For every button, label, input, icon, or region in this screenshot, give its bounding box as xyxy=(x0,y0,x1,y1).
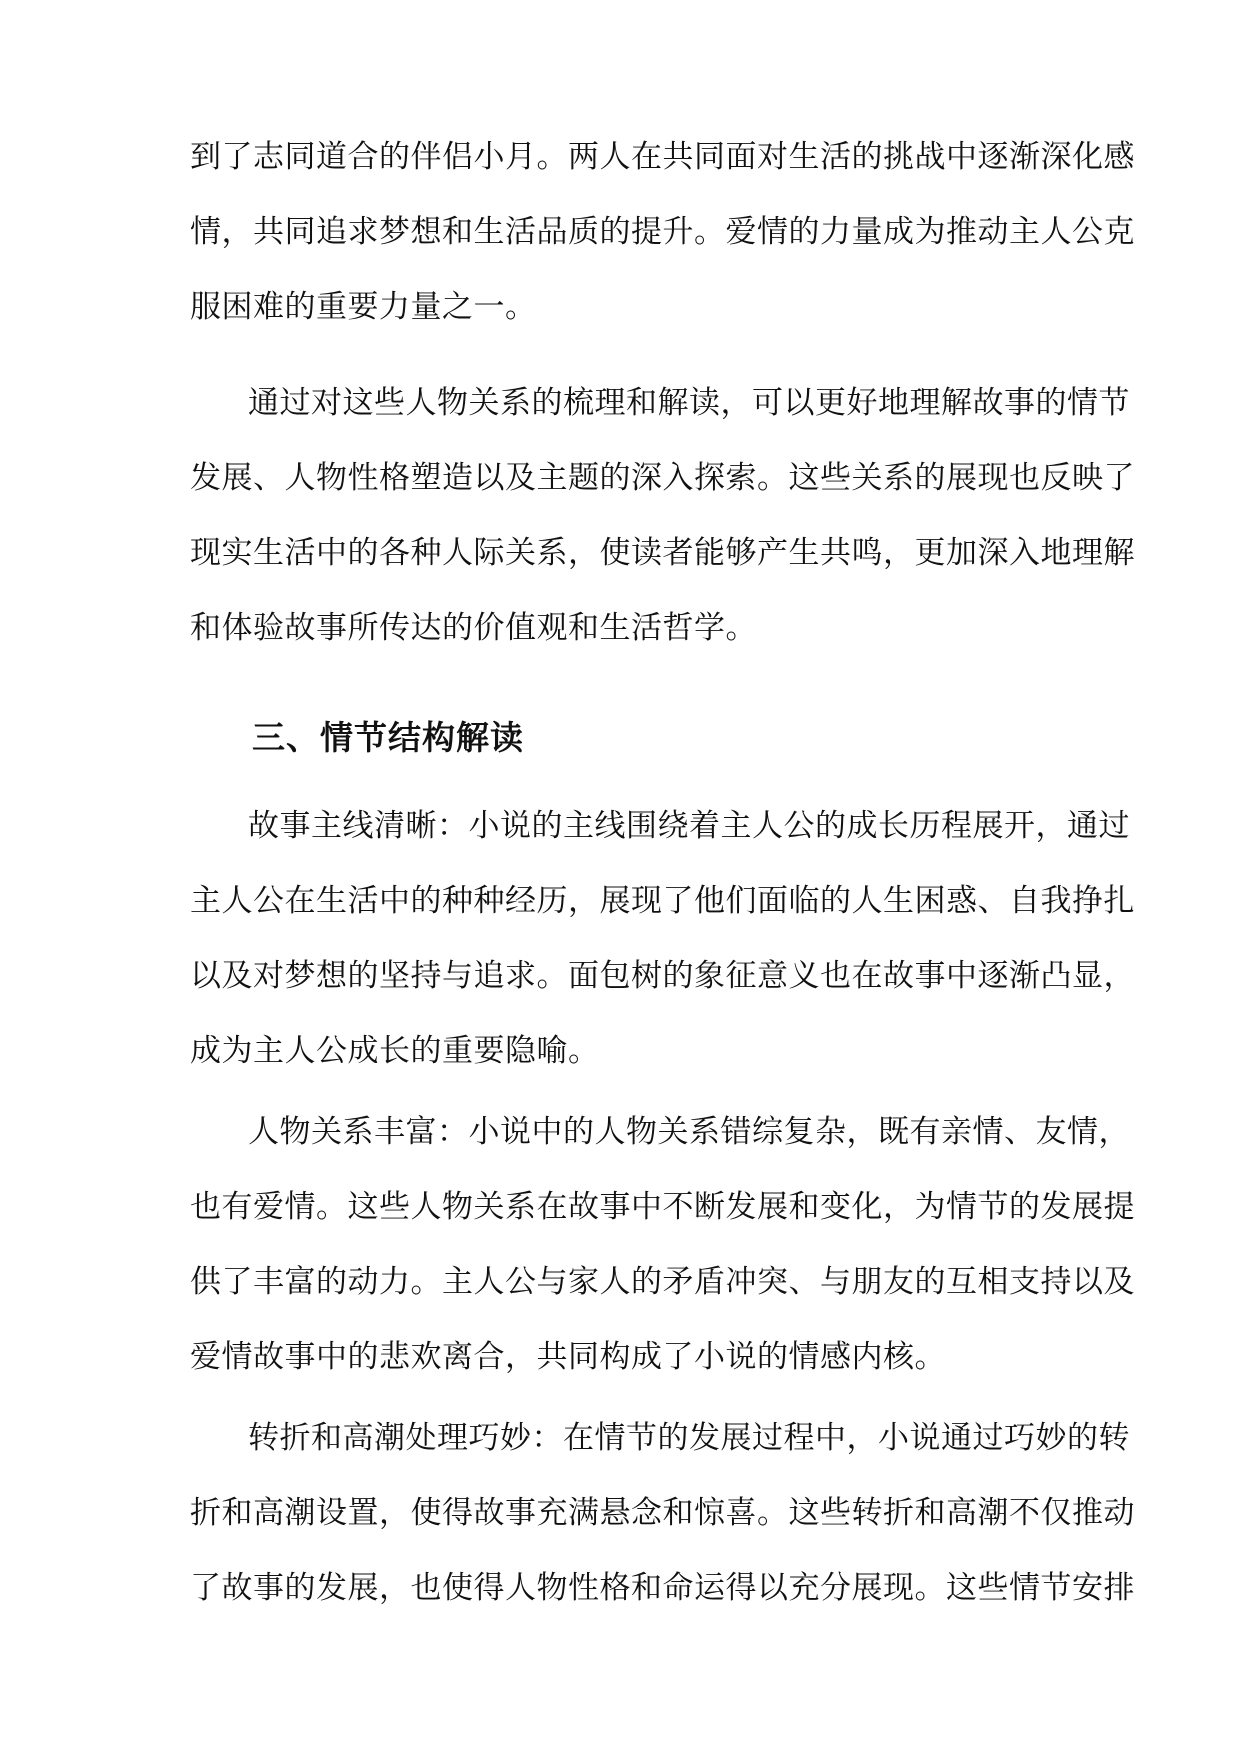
text-line: 供了丰富的动力。主人公与家人的矛盾冲突、与朋友的互相支持以及 xyxy=(190,1264,1135,1300)
text-line: 人物关系丰富：小说中的人物关系错综复杂，既有亲情、友情， xyxy=(248,1114,1130,1150)
text-line: 故事主线清晰：小说的主线围绕着主人公的成长历程展开，通过 xyxy=(248,808,1130,844)
text-line: 服困难的重要力量之一。 xyxy=(190,289,537,325)
text-line: 以及对梦想的坚持与追求。面包树的象征意义也在故事中逐渐凸显， xyxy=(190,958,1135,994)
text-line: 也有爱情。这些人物关系在故事中不断发展和变化，为情节的发展提 xyxy=(190,1189,1135,1225)
paragraph-twists-climax xyxy=(190,1401,1135,1626)
paragraph-relationship-summary xyxy=(190,366,1135,666)
text-line: 现实生活中的各种人际关系，使读者能够产生共鸣，更加深入地理解 xyxy=(190,535,1135,571)
text-line: 主人公在生活中的种种经历，展现了他们面临的人生困惑、自我挣扎 xyxy=(190,883,1135,919)
text-line: 成为主人公成长的重要隐喻。 xyxy=(190,1033,600,1069)
text-line: 通过对这些人物关系的梳理和解读，可以更好地理解故事的情节 xyxy=(248,385,1130,421)
paragraph-main-storyline xyxy=(190,789,1135,1089)
text-line: 情，共同追求梦想和生活品质的提升。爱情的力量成为推动主人公克 xyxy=(190,214,1135,250)
text-line: 到了志同道合的伴侣小月。两人在共同面对生活的挑战中逐渐深化感 xyxy=(190,139,1135,175)
paragraph-character-relations xyxy=(190,1095,1135,1395)
text-line: 折和高潮设置，使得故事充满悬念和惊喜。这些转折和高潮不仅推动 xyxy=(190,1495,1135,1531)
section-heading: 三、情节结构解读 xyxy=(252,718,524,757)
text-line: 和体验故事所传达的价值观和生活哲学。 xyxy=(190,610,757,646)
paragraph-love-relationship xyxy=(190,120,1135,345)
text-line: 转折和高潮处理巧妙：在情节的发展过程中，小说通过巧妙的转 xyxy=(248,1420,1130,1456)
text-line: 发展、人物性格塑造以及主题的深入探索。这些关系的展现也反映了 xyxy=(190,460,1135,496)
text-line: 了故事的发展，也使得人物性格和命运得以充分展现。这些情节安排 xyxy=(190,1570,1135,1606)
text-line: 爱情故事中的悲欢离合，共同构成了小说的情感内核。 xyxy=(190,1339,946,1375)
